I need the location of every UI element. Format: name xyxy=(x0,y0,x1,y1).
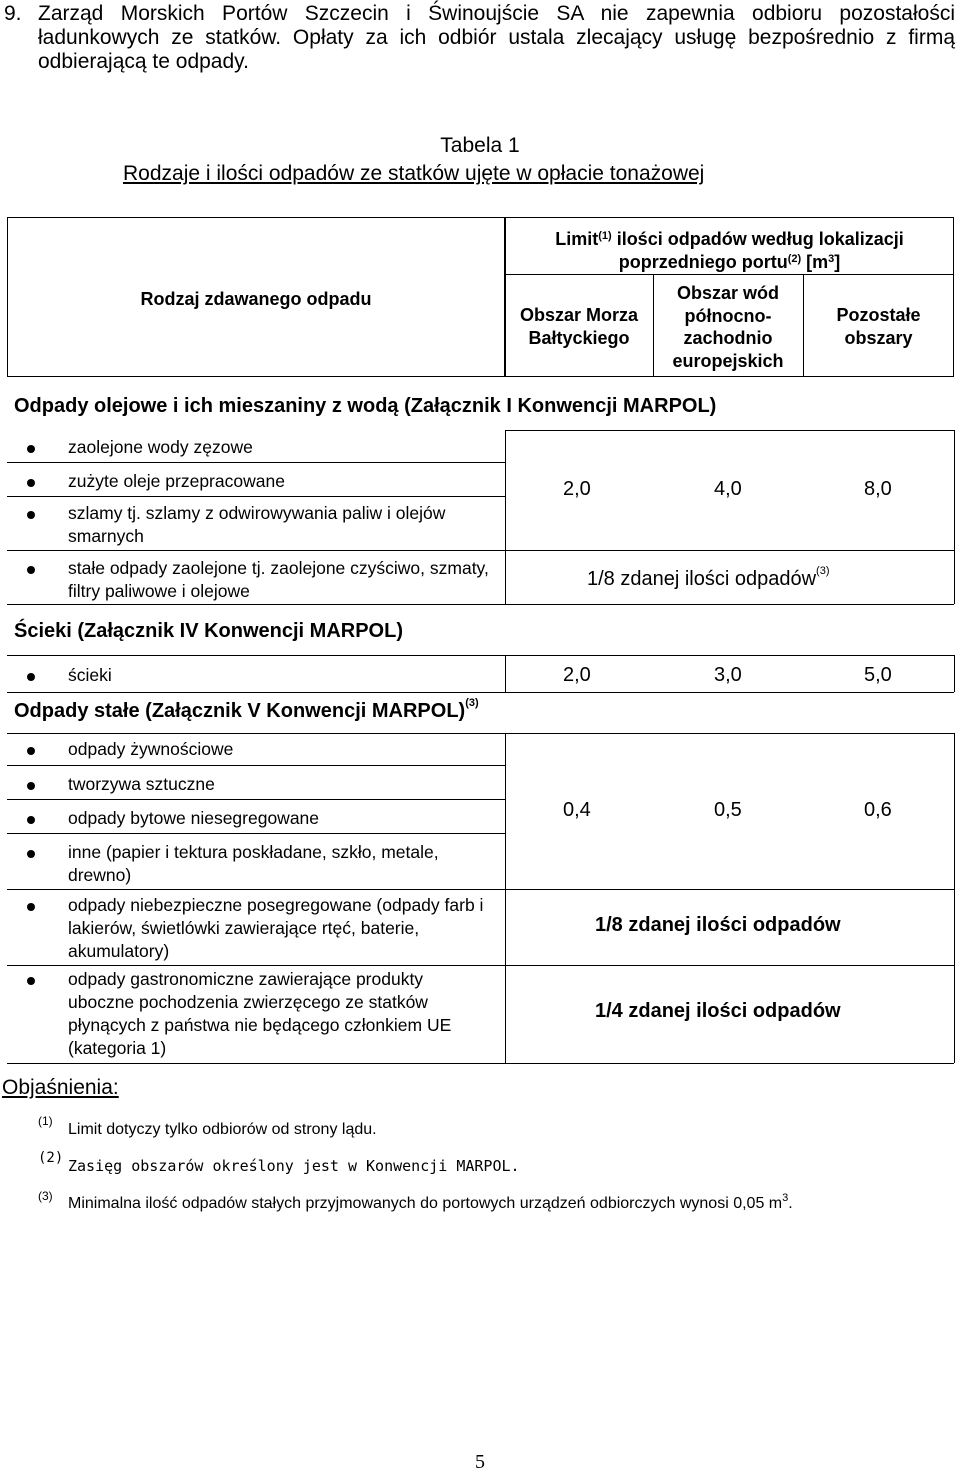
header-col1-label: Rodzaj zdawanego odpadu xyxy=(140,289,372,309)
note-mark-2: (2) xyxy=(38,1150,64,1166)
header-baltic: Obszar Morza Bałtyckiego xyxy=(519,305,639,348)
note-2: Zasięg obszarów określony jest w Konwencji MARPOL. xyxy=(68,1157,520,1175)
table-title: Tabela 1 xyxy=(440,134,520,157)
list-item: zużyte oleje przepracowane xyxy=(68,470,498,493)
header-limit-label: Limit$^{(1)}$ ilości odpadów według lokalizacji poprzedniego portu$^{(2)}$ $[m^3]$ xyxy=(555,229,904,272)
oil-value-northwest: 4,0 xyxy=(714,478,742,500)
solid-value-northwest: 0,5 xyxy=(714,799,742,821)
intro-text: Zarząd Morskich Portów Szczecin i Świnoujście SA nie zapewnia odbioru pozostałości ładunkowych ze statków. Opłaty za ich odbiór ustala zlecający usługę bezpośrednio z firmą odbierającą te odpady. xyxy=(38,2,955,73)
header-divider xyxy=(505,274,954,275)
section-oil-title: Odpady olejowe i ich mieszaniny z wodą (Załącznik I Konwencji MARPOL) xyxy=(14,395,717,417)
note-1: Limit dotyczy tylko odbiorów od strony lądu. xyxy=(68,1121,377,1138)
solid-value-baltic: 0,4 xyxy=(563,799,591,821)
list-item: zaolejone wody zęzowe xyxy=(68,436,498,459)
list-item: odpady bytowe niesegregowane xyxy=(68,807,498,830)
sewage-value-baltic: 2,0 xyxy=(563,664,591,686)
list-item: odpady gastronomiczne zawierające produkty uboczne pochodzenia zwierzęcego ze statków płynących z państwa nie będącego członkiem UE (kategoria 1) xyxy=(68,968,493,1060)
note-3: Minimalna ilość odpadów stałych przyjmowanych do portowych urządzeń odbiorczych wynosi 0,05 $m^3$. xyxy=(68,1192,793,1212)
list-item: tworzywa sztuczne xyxy=(68,773,498,796)
list-item: odpady niebezpieczne posegregowane (odpady farb i lakierów, świetlówki zawierające rtęć, baterie, akumulatory) xyxy=(68,894,498,963)
sewage-value-other: 5,0 xyxy=(864,664,892,686)
sewage-value-northwest: 3,0 xyxy=(714,664,742,686)
table-subtitle: Rodzaje i ilości odpadów ze statków ujęte w opłacie tonażowej xyxy=(123,162,705,185)
section-sewage-title: Ścieki (Załącznik IV Konwencji MARPOL) xyxy=(14,620,403,642)
list-item: ścieki xyxy=(68,664,468,687)
solid-food-note: 1/4 zdanej ilości odpadów xyxy=(595,1000,841,1022)
note-mark-3: (3) xyxy=(38,1189,53,1203)
notes-title: Objaśnienia: xyxy=(2,1076,119,1099)
oil-solid-note: 1/8 zdanej ilości odpadów$^{(3)}$ xyxy=(587,565,830,590)
intro-number: 9. xyxy=(4,2,22,25)
intro-paragraph xyxy=(0,2,955,74)
solid-hazardous-note: 1/8 zdanej ilości odpadów xyxy=(595,914,841,936)
list-item: stałe odpady zaolejone tj. zaolejone czyściwo, szmaty, filtry paliwowe i olejowe xyxy=(68,557,493,603)
list-item: szlamy tj. szlamy z odwirowywania paliw i olejów smarnych xyxy=(68,502,468,548)
page-number: 5 xyxy=(475,1451,485,1473)
header-other: Pozostałe obszary xyxy=(836,305,921,348)
solid-value-other: 0,6 xyxy=(864,799,892,821)
oil-value-other: 8,0 xyxy=(864,478,892,500)
note-mark-1: (1) xyxy=(38,1114,53,1128)
section-solid-title: Odpady stałe (Załącznik V Konwencji MARPOL)$^{(3)}$ xyxy=(14,697,479,722)
list-item: inne (papier i tektura poskładane, szkło, metale, drewno) xyxy=(68,841,498,887)
oil-value-baltic: 2,0 xyxy=(563,478,591,500)
header-northwest: Obszar wód północno- zachodnio europejskich xyxy=(672,283,784,371)
list-item: odpady żywnościowe xyxy=(68,738,498,761)
